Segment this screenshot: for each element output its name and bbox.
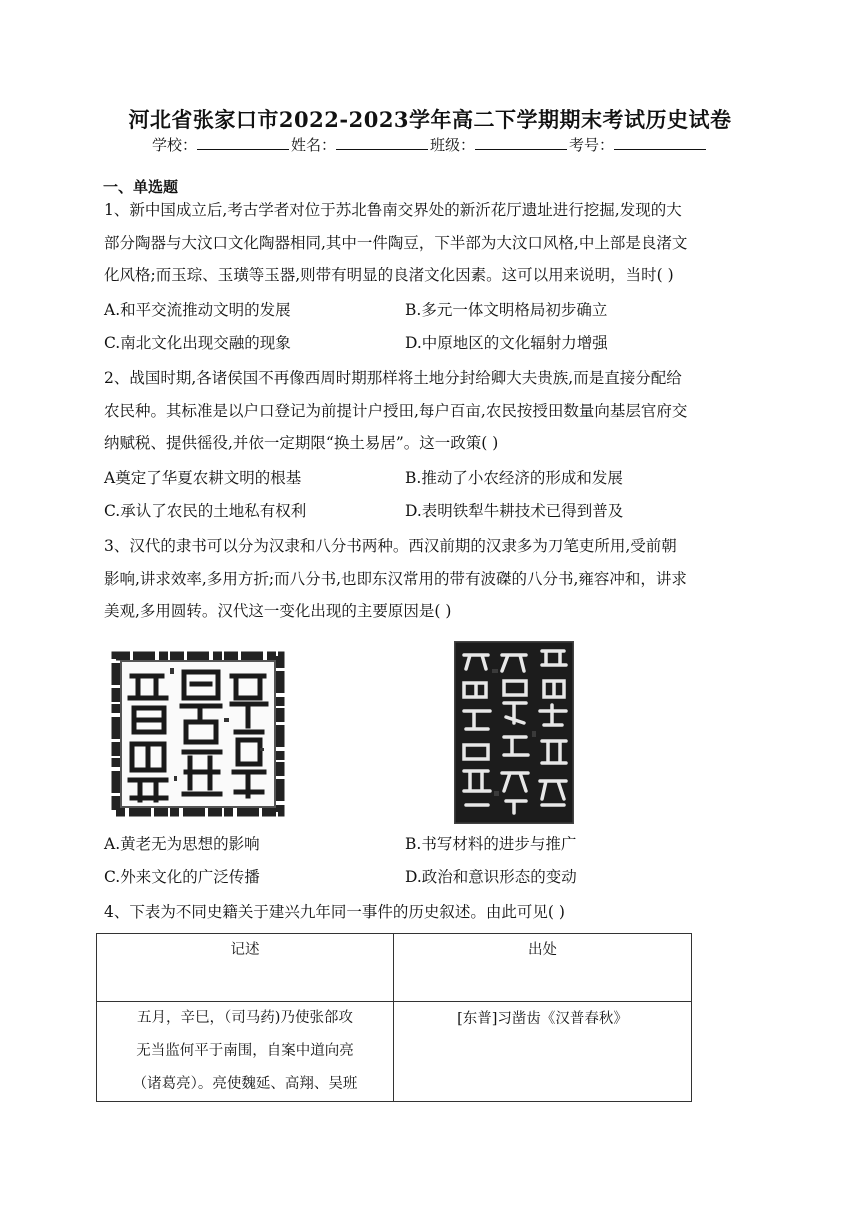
question-line: 纳赋税、提供徭役,并依一定期限“换土易居”。这一政策( )	[104, 434, 499, 452]
id-label: 考号：	[569, 136, 615, 154]
question-line: 部分陶器与大汶口文化陶器相同,其中一件陶豆，下半部为大汶口风格,中上部是良渚文	[104, 233, 688, 252]
option-d[interactable]: D.中原地区的文化辐射力增强	[405, 334, 608, 352]
bafen-stele-rubbing-image	[454, 641, 574, 824]
record-line: （诸葛亮）。亮使魏延、高翔、吴班	[132, 1076, 358, 1092]
question-1-options	[104, 294, 754, 360]
question-line: 化风格;而玉琮、玉璜等玉器,则带有明显的良渚文化因素。这可以用来说明，当时( )	[104, 266, 674, 284]
question-line: 影响,讲求效率,多用方折;而八分书,也即东汉常用的带有波磔的八分书,雍容冲和，讲求	[104, 569, 687, 588]
school-blank[interactable]	[197, 135, 289, 150]
option-c[interactable]: C.南北文化出现交融的现象	[104, 334, 291, 352]
table-row	[97, 1002, 692, 1102]
question-line: 农民种。其标准是以户口登记为前提计户授田,每户百亩,农民按授田数量向基层官府交	[104, 401, 688, 420]
option-b[interactable]: B.推动了小农经济的形成和发展	[405, 469, 623, 487]
class-label: 班级：	[430, 136, 476, 154]
option-a[interactable]: A.和平交流推动文明的发展	[104, 301, 291, 319]
table-header-row	[97, 934, 692, 1002]
school-label: 学校：	[151, 136, 197, 154]
option-d[interactable]: D.政治和意识形态的变动	[405, 868, 577, 886]
record-line: 五月，辛巳，（司马药)乃使张郃攻	[137, 1010, 353, 1026]
option-c[interactable]: C.外来文化的广泛传播	[104, 868, 260, 886]
name-blank[interactable]	[336, 135, 428, 150]
question-1-stem	[104, 194, 754, 292]
table-header-cell: 出处	[394, 934, 692, 1002]
table-cell-source: [东普]习凿齿《汉普春秋》	[394, 1002, 692, 1102]
option-b[interactable]: B.书写材料的进步与推广	[405, 835, 577, 853]
history-sources-table	[96, 933, 692, 1102]
table-cell-record	[97, 1002, 394, 1102]
section-heading: 一、单选题	[103, 178, 179, 196]
option-d[interactable]: D.表明铁犁牛耕技术已得到普及	[405, 502, 624, 520]
name-label: 姓名：	[290, 136, 336, 154]
option-c[interactable]: C.承认了农民的土地私有权利	[104, 502, 307, 520]
class-blank[interactable]	[475, 135, 567, 150]
record-line: 无当监何平于南围，自案中道向亮	[136, 1043, 354, 1059]
han-li-rubbing-image	[110, 648, 288, 820]
page-title: 河北省张家口市2022-2023学年高二下学期期末考试历史试卷	[128, 107, 732, 132]
question-4-stem	[104, 896, 754, 929]
question-2-options	[104, 462, 754, 528]
question-line: 3、汉代的隶书可以分为汉隶和八分书两种。西汉前期的汉隶多为刀笔吏所用,受前朝	[104, 537, 677, 555]
question-3-stem	[104, 530, 754, 628]
question-3-options	[104, 828, 754, 894]
id-blank[interactable]	[614, 135, 706, 150]
question-line: 1、新中国成立后,考古学者对位于苏北鲁南交界处的新沂花厅遗址进行挖掘,发现的大	[104, 201, 682, 219]
table-header-cell: 记述	[97, 934, 394, 1002]
option-a[interactable]: A.黄老无为思想的影响	[104, 835, 260, 853]
question-line: 美观,多用圆转。汉代这一变化出现的主要原因是( )	[104, 602, 452, 620]
question-line: 4、下表为不同史籍关于建兴九年同一事件的历史叙述。由此可见( )	[104, 903, 565, 921]
student-info-line	[0, 134, 860, 155]
option-a[interactable]: A奠定了华夏农耕文明的根基	[104, 469, 302, 487]
question-2-stem	[104, 362, 754, 460]
question-line: 2、战国时期,各诸侯国不再像西周时期那样将土地分封给卿大夫贵族,而是直接分配给	[104, 369, 682, 387]
option-b[interactable]: B.多元一体文明格局初步确立	[405, 301, 608, 319]
